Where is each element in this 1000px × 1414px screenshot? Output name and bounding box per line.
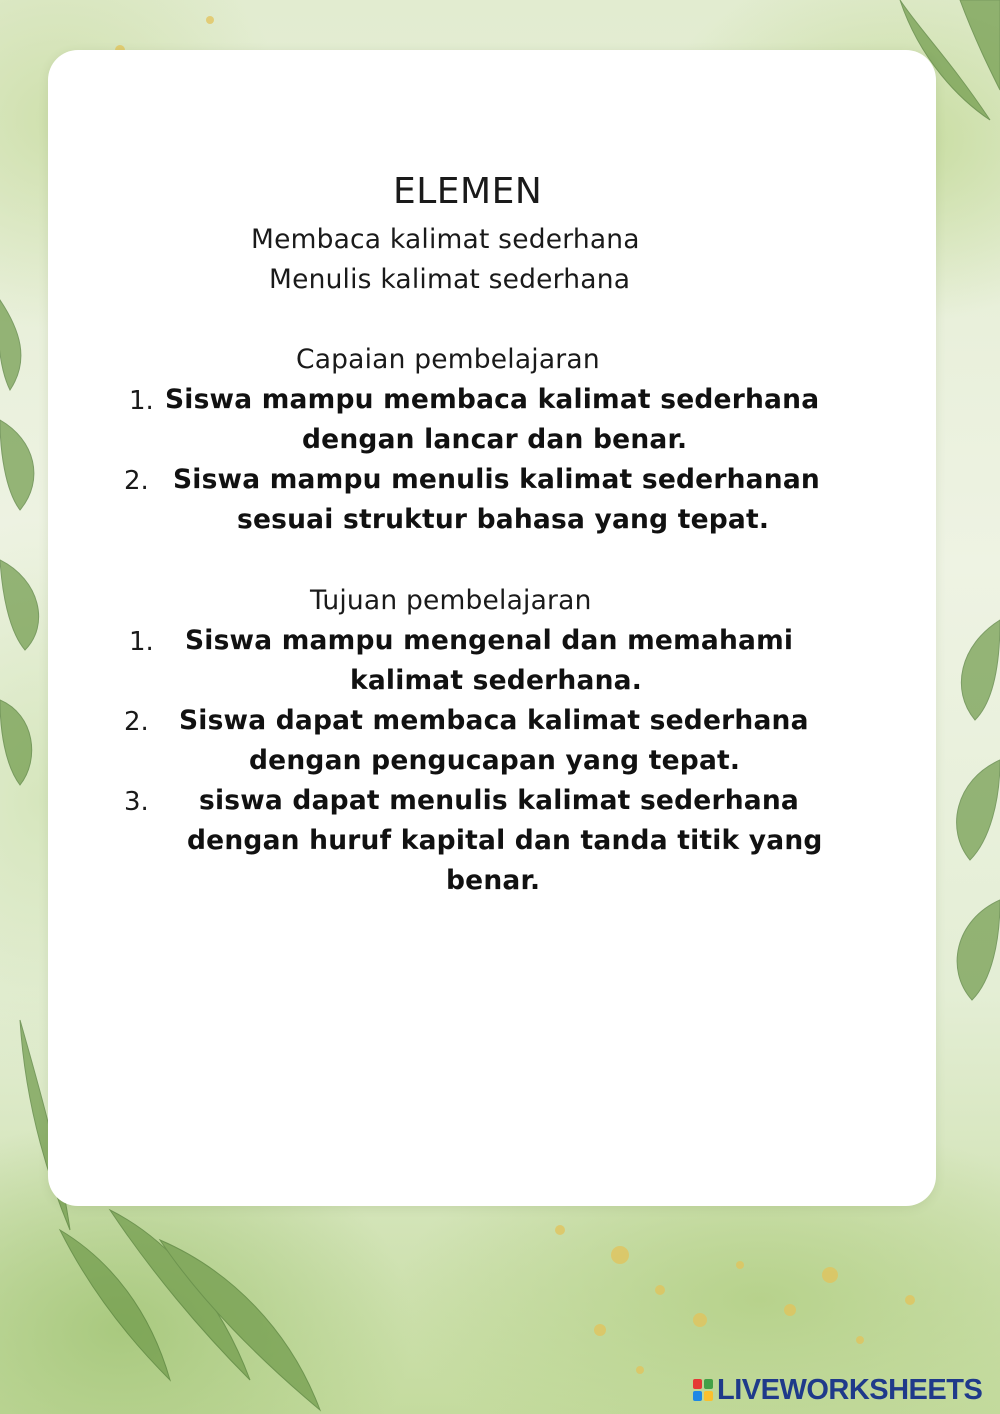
capaian-item-1-number: 1. [129, 386, 154, 416]
liveworksheets-logo[interactable] [693, 1373, 983, 1406]
tujuan-item-2-line-2: dengan pengucapan yang tepat. [249, 745, 741, 776]
tujuan-heading: Tujuan pembelajaran [310, 585, 592, 616]
logo-mark-v [693, 1391, 702, 1401]
logo-mark-e [704, 1391, 713, 1401]
capaian-heading: Capaian pembelajaran [296, 344, 600, 375]
tujuan-item-1-line-1: Siswa mampu mengenal dan memahami [185, 625, 794, 656]
logo-mark-l [693, 1379, 702, 1389]
tujuan-item-1-line-2: kalimat sederhana. [350, 665, 642, 696]
tujuan-item-3-line-2: dengan huruf kapital dan tanda titik yang [187, 825, 823, 856]
liveworksheets-logo-icon [693, 1379, 713, 1401]
capaian-item-2-line-1: Siswa mampu menulis kalimat sederhanan [173, 464, 820, 495]
capaian-item-2-number: 2. [124, 466, 149, 496]
capaian-item-1-line-1: Siswa mampu membaca kalimat sederhana [165, 384, 820, 415]
tujuan-item-2-line-1: Siswa dapat membaca kalimat sederhana [179, 705, 809, 736]
elemen-line-1: Membaca kalimat sederhana [251, 224, 640, 255]
tujuan-item-2-number: 2. [124, 707, 149, 737]
logo-mark-i [704, 1379, 713, 1389]
tujuan-item-3-line-3: benar. [446, 865, 541, 896]
tujuan-item-3-number: 3. [124, 787, 149, 817]
capaian-item-1-line-2: dengan lancar dan benar. [302, 424, 688, 455]
capaian-item-2-line-2: sesuai struktur bahasa yang tepat. [237, 504, 770, 535]
elemen-line-2: Menulis kalimat sederhana [269, 264, 631, 295]
page-title: ELEMEN [393, 171, 543, 212]
logo-text: LIVEWORKSHEETS [717, 1373, 983, 1406]
tujuan-item-1-number: 1. [129, 627, 154, 657]
tujuan-item-3-line-1: siswa dapat menulis kalimat sederhana [199, 785, 800, 816]
